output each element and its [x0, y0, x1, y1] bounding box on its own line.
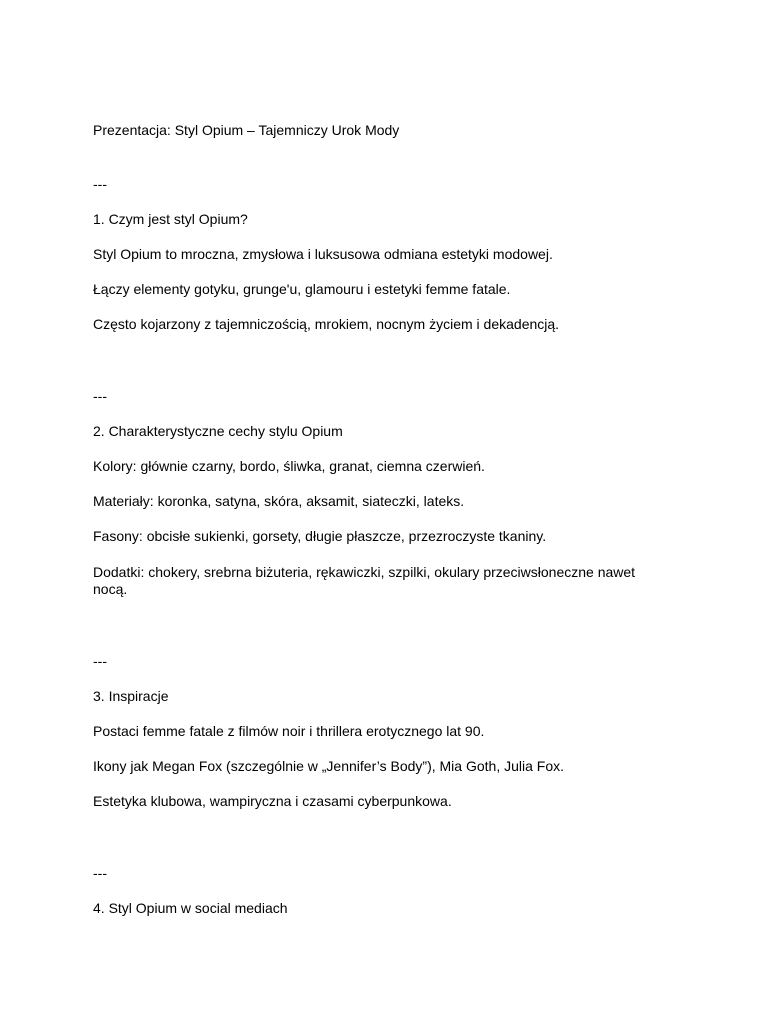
paragraph: Ikony jak Megan Fox (szczególnie w „Jennifer’s Body”), Mia Goth, Julia Fox.: [93, 758, 565, 774]
paragraph: Materiały: koronka, satyna, skóra, aksamit, siateczki, lateks.: [93, 493, 465, 509]
paragraph: Łączy elementy gotyku, grunge'u, glamouru i estetyki femme fatale.: [93, 281, 511, 297]
paragraph: Styl Opium to mroczna, zmysłowa i luksusowa odmiana estetyki modowej.: [93, 246, 553, 262]
section-heading-1: 1. Czym jest styl Opium?: [93, 211, 248, 227]
paragraph: Fasony: obcisłe sukienki, gorsety, długie płaszcze, przezroczyste tkaniny.: [93, 528, 547, 544]
paragraph: Postaci femme fatale z filmów noir i thrillera erotycznego lat 90.: [93, 723, 485, 739]
separator: ---: [93, 865, 107, 881]
section-heading-3: 3. Inspiracje: [93, 688, 169, 704]
separator: ---: [93, 653, 107, 669]
section-heading-2: 2. Charakterystyczne cechy stylu Opium: [93, 423, 343, 439]
paragraph: Estetyka klubowa, wampiryczna i czasami cyberpunkowa.: [93, 793, 452, 809]
paragraph: Często kojarzony z tajemniczością, mrokiem, nocnym życiem i dekadencją.: [93, 316, 560, 332]
paragraph: Kolory: głównie czarny, bordo, śliwka, granat, ciemna czerwień.: [93, 458, 485, 474]
section-heading-4: 4. Styl Opium w social mediach: [93, 900, 288, 916]
paragraph: Dodatki: chokery, srebrna biżuteria, rękawiczki, szpilki, okulary przeciwsłoneczne nawet nocą.: [93, 564, 636, 597]
document-title: Prezentacja: Styl Opium – Tajemniczy Urok Mody: [93, 122, 400, 138]
separator: ---: [93, 176, 107, 192]
separator: ---: [93, 388, 107, 404]
